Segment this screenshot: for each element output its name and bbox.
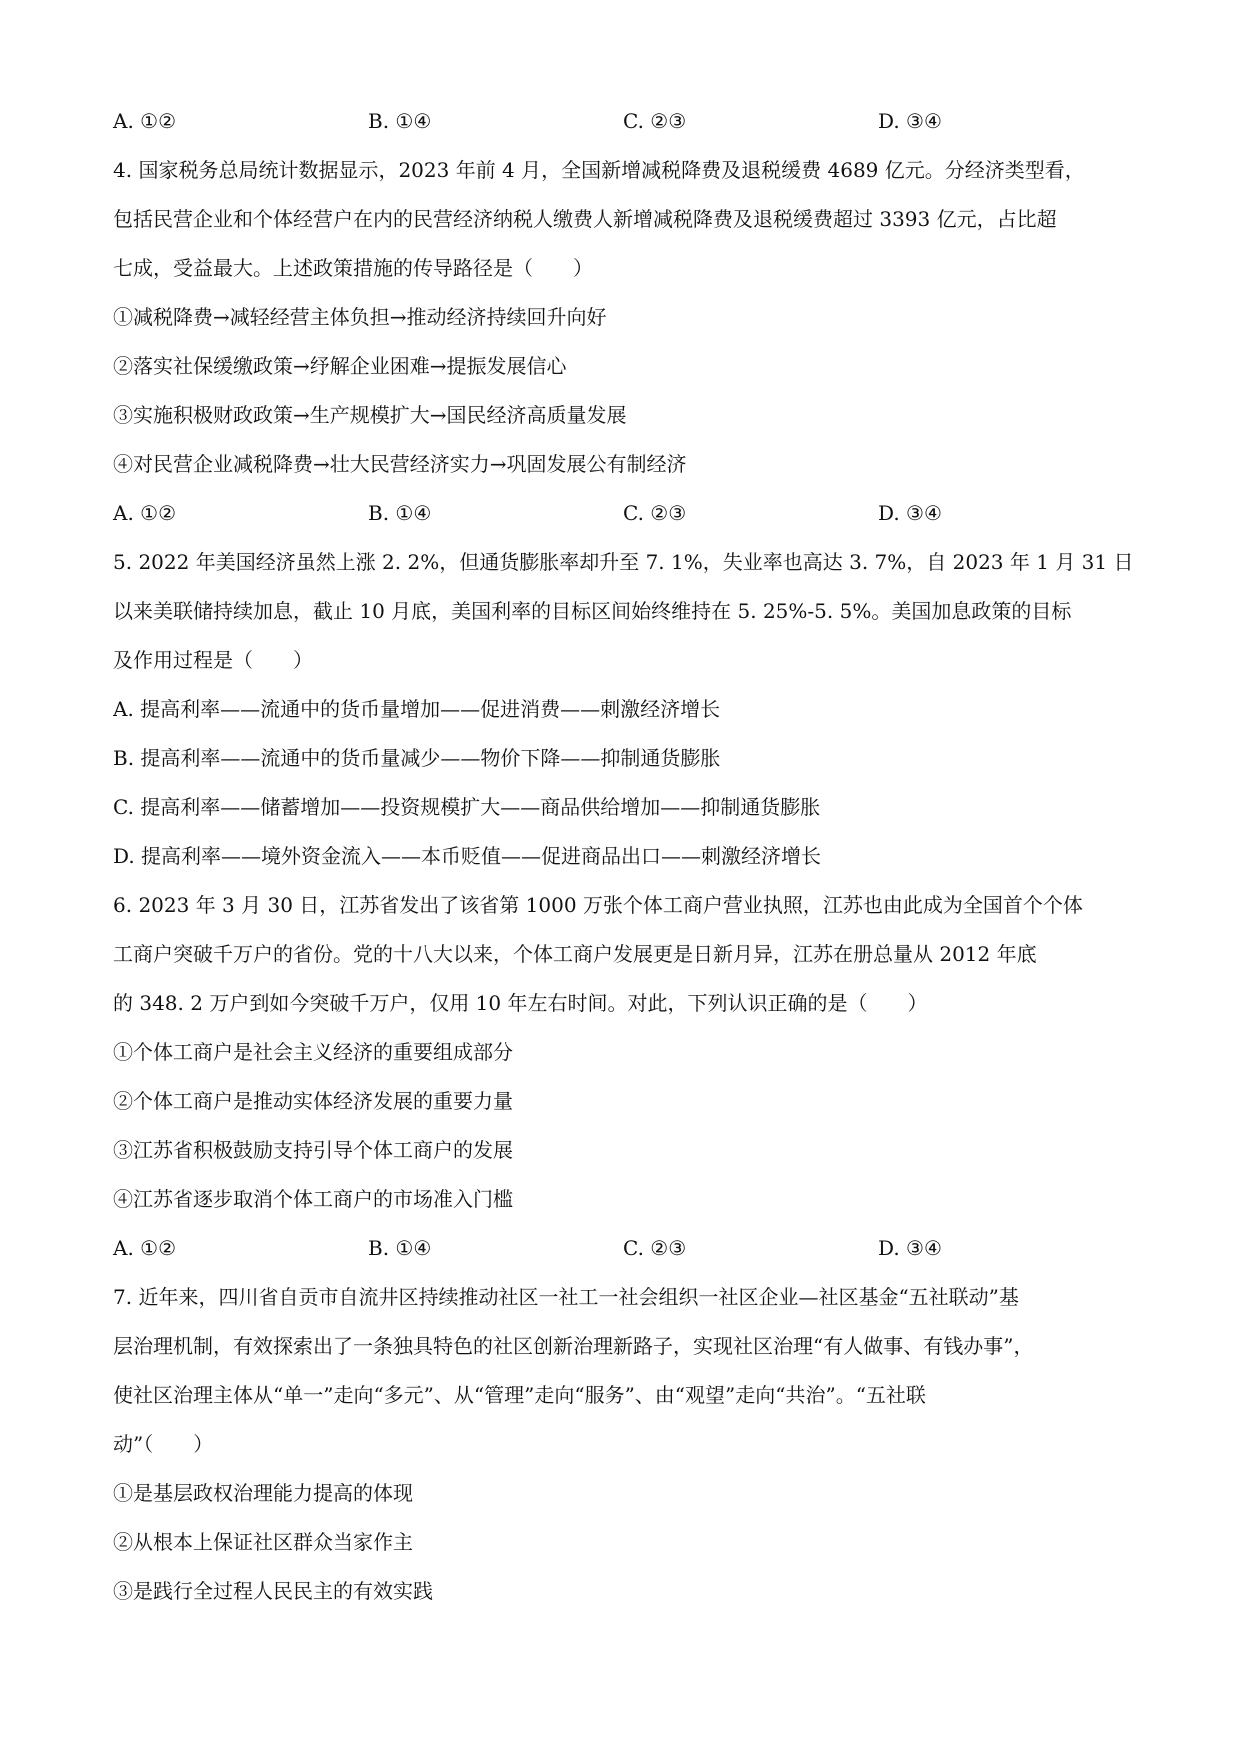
q6-stem-line: 6. 2023 年 3 月 30 日，江苏省发出了该省第 1000 万张个体工商户营业执照，江苏也由此成为全国首个个体	[113, 893, 1083, 917]
question-4	[113, 146, 1143, 538]
q6-option-d: D. ③④	[878, 1236, 942, 1260]
q4-stem-line: 包括民营企业和个体经营户在内的民营经济纳税人缴费人新增减税降费及退税缓费超过 3393 亿元，占比超	[113, 207, 1057, 231]
question-7	[113, 1273, 1143, 1616]
q3-option-d: D. ③④	[878, 109, 942, 133]
q4-stem-line: 4. 国家税务总局统计数据显示，2023 年前 4 月，全国新增减税降费及退税缓费 4689 亿元。分经济类型看，	[113, 158, 1085, 182]
q5-choice-c: C. 提高利率——储蓄增加——投资规模扩大——商品供给增加——抑制通货膨胀	[113, 795, 821, 819]
q6-item-4: ④江苏省逐步取消个体工商户的市场准入门槛	[113, 1187, 513, 1211]
q3-option-b: B. ①④	[368, 109, 432, 133]
q3-options	[113, 97, 1143, 146]
q6-options	[113, 1224, 1143, 1273]
q4-item-1: ①减税降费→减轻经营主体负担→推动经济持续回升向好	[113, 305, 607, 329]
q4-option-c: C. ②③	[623, 501, 687, 525]
q4-item-2: ②落实社保缓缴政策→纾解企业困难→提振发展信心	[113, 354, 567, 378]
q5-stem-line: 及作用过程是（ ）	[113, 648, 313, 672]
q6-option-b: B. ①④	[368, 1236, 432, 1260]
q3-option-a: A. ①②	[113, 109, 177, 133]
q7-item-3: ③是践行全过程人民民主的有效实践	[113, 1579, 433, 1603]
q5-stem-line: 5. 2022 年美国经济虽然上涨 2. 2%，但通货膨胀率却升至 7. 1%，失业率也高达 3. 7%，自 2023 年 1 月 31 日	[113, 550, 1134, 574]
q4-option-b: B. ①④	[368, 501, 432, 525]
q6-item-1: ①个体工商户是社会主义经济的重要组成部分	[113, 1040, 513, 1064]
q4-options	[113, 489, 1143, 538]
q4-stem-line: 七成，受益最大。上述政策措施的传导路径是（ ）	[113, 256, 593, 280]
q6-stem-line: 的 348. 2 万户到如今突破千万户，仅用 10 年左右时间。对此，下列认识正确的是（ ）	[113, 991, 928, 1015]
q7-stem-line: 7. 近年来，四川省自贡市自流井区持续推动社区一社工一社会组织一社区企业—社区基金“五社联动”基	[113, 1285, 1019, 1309]
q5-choice-d: D. 提高利率——境外资金流入——本币贬值——促进商品出口——刺激经济增长	[113, 844, 822, 868]
q7-item-2: ②从根本上保证社区群众当家作主	[113, 1530, 413, 1554]
q6-item-2: ②个体工商户是推动实体经济发展的重要力量	[113, 1089, 513, 1113]
q5-choice-a: A. 提高利率——流通中的货币量增加——促进消费——刺激经济增长	[113, 697, 721, 721]
q3-option-c: C. ②③	[623, 109, 687, 133]
page-content	[113, 97, 1143, 1616]
q7-stem-line: 动”（ ）	[113, 1432, 214, 1456]
q7-item-1: ①是基层政权治理能力提高的体现	[113, 1481, 413, 1505]
q6-option-a: A. ①②	[113, 1236, 177, 1260]
q4-item-4: ④对民营企业减税降费→壮大民营经济实力→巩固发展公有制经济	[113, 452, 687, 476]
question-5	[113, 538, 1143, 881]
q4-item-3: ③实施积极财政政策→生产规模扩大→国民经济高质量发展	[113, 403, 627, 427]
q5-stem-line: 以来美联储持续加息，截止 10 月底，美国利率的目标区间始终维持在 5. 25%-5. 5%。美国加息政策的目标	[113, 599, 1072, 623]
q7-stem-line: 层治理机制，有效探索出了一条独具特色的社区创新治理新路子，实现社区治理“有人做事、有钱办事”，	[113, 1334, 1034, 1358]
q7-stem-line: 使社区治理主体从“单一”走向“多元”、从“管理”走向“服务”、由“观望”走向“共治”。“五社联	[113, 1383, 926, 1407]
q4-option-d: D. ③④	[878, 501, 942, 525]
question-6	[113, 881, 1143, 1273]
q4-option-a: A. ①②	[113, 501, 177, 525]
q6-item-3: ③江苏省积极鼓励支持引导个体工商户的发展	[113, 1138, 513, 1162]
q6-option-c: C. ②③	[623, 1236, 687, 1260]
q5-choice-b: B. 提高利率——流通中的货币量减少——物价下降——抑制通货膨胀	[113, 746, 721, 770]
q6-stem-line: 工商户突破千万户的省份。党的十八大以来，个体工商户发展更是日新月异，江苏在册总量从 2012 年底	[113, 942, 1037, 966]
